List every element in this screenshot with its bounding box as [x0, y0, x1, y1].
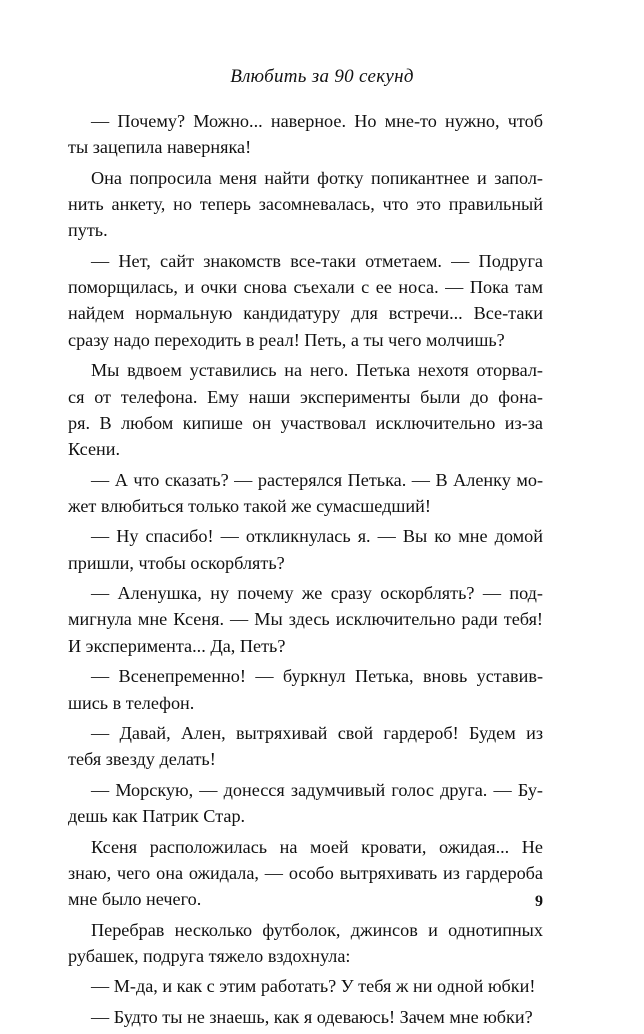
- paragraph: [68, 917, 543, 970]
- paragraph: [68, 834, 543, 913]
- text-line: ря. В любом кипише он участвовал исключительно из-за: [68, 412, 543, 433]
- paragraph: [68, 973, 543, 999]
- running-head: Влюбить за 90 секунд: [230, 66, 414, 87]
- text-line: мигнула мне Ксеня. — Мы здесь исключительно ради тебя!: [68, 609, 543, 630]
- text-line: — Нет, сайт знакомств все-таки отметаем. — Подруга: [91, 250, 543, 271]
- text-line: Она попросила меня найти фотку попикантнее и запол-: [91, 167, 543, 188]
- paragraph: [68, 467, 543, 520]
- paragraph: [68, 663, 543, 716]
- paragraph: [68, 165, 543, 244]
- text-line: И эксперимента... Да, Петь?: [68, 635, 286, 656]
- paragraph: [68, 1004, 543, 1030]
- text-line: Ксени.: [68, 439, 121, 460]
- text-line: ты зацепила наверняка!: [68, 137, 252, 158]
- paragraph: [68, 580, 543, 659]
- text-line: — Будто ты не знаешь, как я одеваюсь! Зачем мне юбки?: [91, 1006, 533, 1027]
- page-number: 9: [535, 893, 543, 910]
- body-text: [68, 108, 543, 1034]
- text-line: — Морскую, — донесся задумчивый голос друга. — Бу-: [91, 779, 543, 800]
- text-line: жет влюбиться только такой же сумасшедший!: [68, 495, 431, 516]
- text-line: поморщилась, и очки снова съехали с ее носа. — Пока там: [68, 277, 543, 298]
- paragraph: [68, 720, 543, 773]
- text-line: нить анкету, но теперь засомневалась, что это правильный: [68, 194, 543, 215]
- text-line: рубашек, подруга тяжело вздохнула:: [68, 945, 351, 966]
- text-line: дешь как Патрик Стар.: [68, 806, 246, 827]
- paragraph: [68, 108, 543, 161]
- text-line: мне было нечего.: [68, 889, 202, 910]
- paragraph: [68, 357, 543, 462]
- text-line: — Аленушка, ну почему же сразу оскорблять? — под-: [91, 583, 543, 604]
- text-line: знаю, чего она ожидала, — особо вытряхивать из гардероба: [68, 862, 543, 883]
- text-line: — Всенепременно! — буркнул Петька, вновь уставив-: [91, 666, 543, 687]
- text-line: пришли, чтобы оскорблять?: [68, 552, 285, 573]
- paragraph: [68, 248, 543, 353]
- text-line: — Почему? Можно... наверное. Но мне-то нужно, чтоб: [91, 111, 543, 131]
- text-line: тебя звезду делать!: [68, 749, 216, 770]
- paragraph: [68, 777, 543, 830]
- text-line: Ксеня расположилась на моей кровати, ожидая... Не: [91, 836, 543, 857]
- text-line: шись в телефон.: [68, 692, 195, 713]
- text-line: — Ну спасибо! — откликнулась я. — Вы ко мне домой: [91, 526, 543, 547]
- text-line: — А что сказать? — растерялся Петька. — В Аленку мо-: [91, 469, 543, 490]
- text-line: сразу надо переходить в реал! Петь, а ты чего молчишь?: [68, 329, 505, 350]
- text-line: Мы вдвоем уставились на него. Петька нехотя оторвал-: [91, 360, 543, 381]
- text-line: ся от телефона. Ему наши эксперименты были до фона-: [68, 386, 543, 407]
- text-line: — Давай, Ален, вытряхивай свой гардероб! Будем из: [91, 723, 543, 744]
- paragraph: [68, 523, 543, 576]
- text-line: Перебрав несколько футболок, джинсов и однотипных: [91, 919, 543, 940]
- text-line: путь.: [68, 220, 108, 241]
- text-line: найдем нормальную кандидатуру для встречи... Все-таки: [68, 303, 543, 324]
- text-line: — М-да, и как с этим работать? У тебя ж ни одной юбки!: [91, 976, 536, 997]
